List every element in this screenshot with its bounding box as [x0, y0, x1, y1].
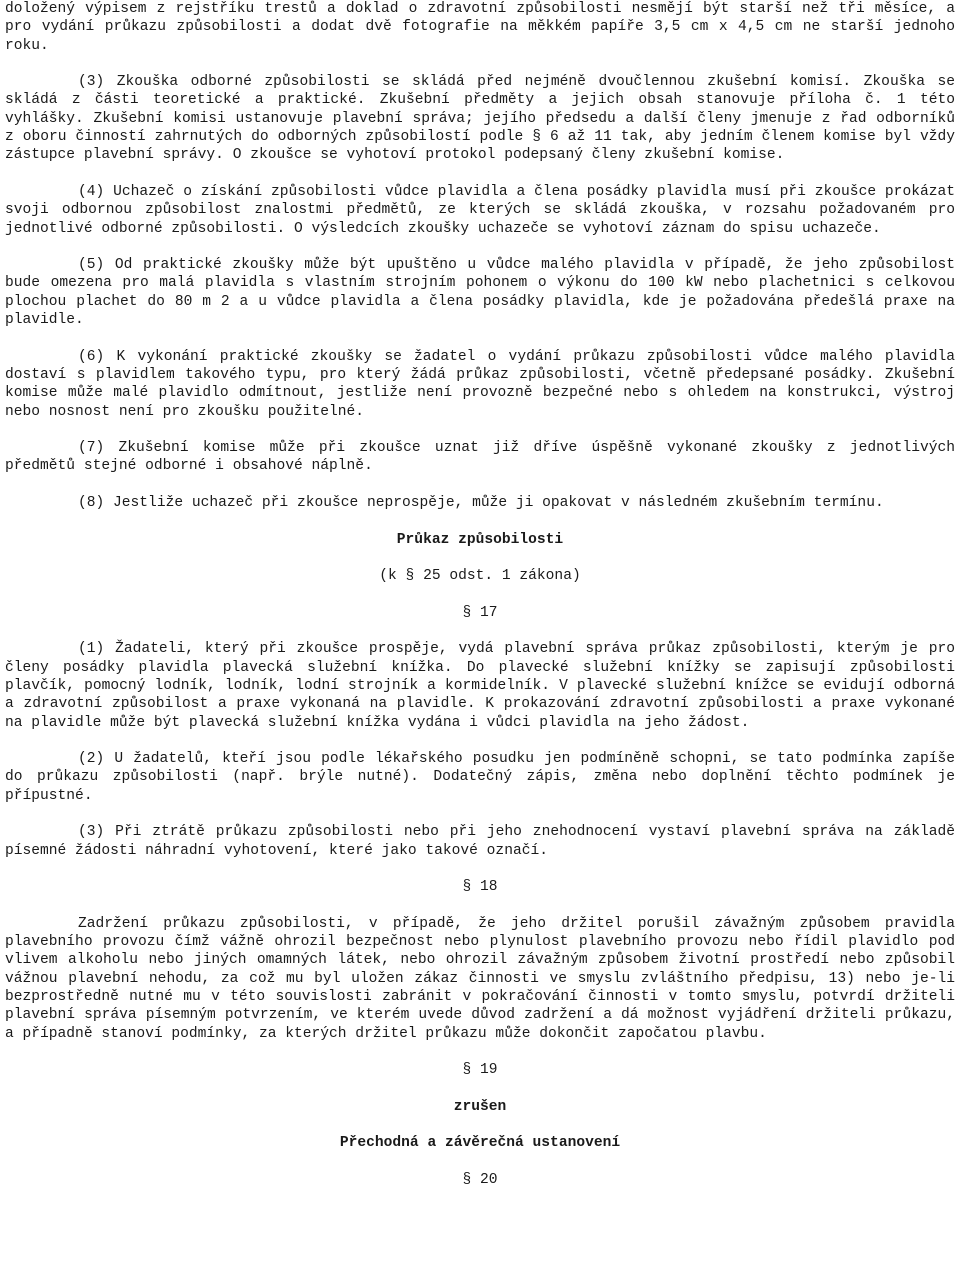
section-reference: (k § 25 odst. 1 zákona) — [379, 568, 581, 585]
section-19-heading: § 19 — [462, 1062, 498, 1079]
paragraph-4: (4) Uchazeč o získání způsobilosti vůdce plavidla a člena posádky plavidla musí při zkoušce prokázat svoji odbornou způsobilost znalostmi předmětů, ze kterých se skládá zkouška, v rozsahu požadovaném pro jednotlivé odborné způsobilosti. O výsledcích zkoušky uchazeče se vyhotoví záznam do spisu uchazeče. — [5, 183, 955, 237]
paragraph-3: (3) Zkouška odborné způsobilosti se skládá před nejméně dvoučlennou zkušební komisí. Zkouška se skládá z části teoretické a praktické. Zkušební předměty a jejich obsah stanovuje příloha č. 1 této vyhlášky. Zkušební komisi ustanovuje plavební správa; jejího předsedu a další členy jmenuje z řad odborníků z oboru činností zahrnutých do odborných způsobilostí podle § 6 až 11 tak, aby jedním členem komise byl vždy zástupce plavební správy. O zkoušce se vyhotoví protokol podepsaný členy zkušební komise. — [5, 74, 955, 164]
paragraph-continuation: doložený výpisem z rejstříku trestů a doklad o zdravotní způsobilosti nesmějí být starší než tři měsíce, a pro vydání průkazu způsobilosti a dodat dvě fotografie na měkkém papíře 3,5 cm x 4,5 cm ne starší jednoho roku. — [5, 1, 955, 54]
paragraph-6: (6) K vykonání praktické zkoušky se žadatel o vydání průkazu způsobilosti vůdce malého plavidla dostaví s plavidlem takového typu, pro který žádá průkaz způsobilosti, včetně předepsané posádky. Zkušební komise může malé plavidlo odmítnout, jestliže není provozně bezpečné nebo s ohledem na konstrukci, výstroj nebo nosnost není pro zkoušku použitelné. — [5, 348, 955, 420]
section-17-heading: § 17 — [462, 604, 498, 621]
s18-paragraph: Zadržení průkazu způsobilosti, v případě, že jeho držitel porušil závažným způsobem pravidla plavebního provozu čímž vážně ohrozil bezpečnost nebo plynulost plavebního provozu nebo řídil plavidlo pod vlivem alkoholu nebo jiných omamných látek, nebo ohrozil závažným způsobem životní prostředí nebo způsobil vážnou plavební nehodu, za což mu byl uložen zákaz činnosti ve smyslu zvláštního předpisu, 13) nebo je-li bezprostředně nutné mu v této souvislosti zabránit v pokračování činnosti v tomto smyslu, potvrdí držiteli plavební správa písemným potvrzením, ve kterém uvede důvod zadržení a dá možnost vyjádření držiteli průkazu, a případně stanoví podmínky, za kterých držitel průkazu může dokončit započatou plavbu. — [5, 915, 955, 1042]
transitional-title: Přechodná a závěrečná ustanovení — [339, 1135, 621, 1152]
s17-paragraph-3: (3) Při ztrátě průkazu způsobilosti nebo při jeho znehodnocení vystaví plavební správa na základě písemné žádosti náhradní vyhotovení, které jako takové označí. — [5, 824, 955, 859]
section-18-heading: § 18 — [462, 879, 498, 896]
s17-paragraph-1: (1) Žadateli, který při zkoušce prospěje, vydá plavební správa průkaz způsobilosti, kterým je pro členy posádky plavidla plavecká služební knížka. Do plavecké služební knížky se zapisují způsobilosti plavčík, pomocný lodník, lodník, lodní strojník a kormidelník. V plavecké služební knížce se evidují odborná a zdravotní způsobilost a praxe vykonaná na plavidle. K prokazování zdravotní způsobilosti a praxe vykonané na plavidle může být plavecká služební knížka vydána i vůdci plavidla na jeho žádost. — [5, 641, 955, 731]
paragraph-8: (8) Jestliže uchazeč při zkoušce neprospěje, může ji opakovat v následném zkušebním termínu. — [78, 495, 884, 512]
section-19-status: zrušen — [453, 1098, 507, 1115]
s17-paragraph-2: (2) U žadatelů, kteří jsou podle lékařského posudku jen podmíněně schopni, se tato podmínka zapíše do průkazu způsobilosti (např. brýle nutné). Dodatečný zápis, změna nebo doplnění těchto podmínek je přípustné. — [5, 751, 955, 804]
paragraph-7: (7) Zkušební komise může při zkoušce uznat již dříve úspěšně vykonané zkoušky z jednotlivých předmětů stejné odborné i obsahové náplně. — [5, 440, 955, 475]
section-20-heading: § 20 — [462, 1172, 498, 1188]
section-title: Průkaz způsobilosti — [396, 531, 564, 548]
paragraph-5: (5) Od praktické zkoušky může být upuštěno u vůdce malého plavidla v případě, že jeho způsobilost bude omezena pro malá plavidla s vlastním strojním pohonem o výkonu do 100 kW nebo plachetnici s celkovou plochou plachet do 80 m 2 a u vůdce plavidla a člena posádky plavidla, kde je požadována předešlá praxe na plavidle. — [5, 257, 955, 329]
